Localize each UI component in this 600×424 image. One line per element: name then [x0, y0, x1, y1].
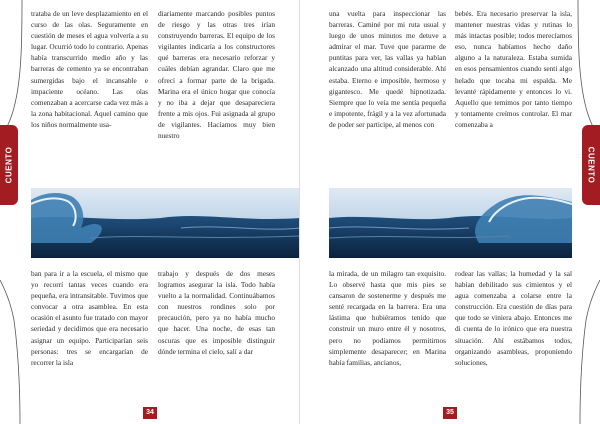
text-column: [329, 8, 446, 130]
text-column: [158, 8, 275, 141]
wave-photo: [31, 188, 300, 258]
section-tab-label: CUENTO: [4, 146, 14, 184]
paragraph: ban para ir a la escuela, el mismo que yo recorrí tantas veces cuando era pequeña, era intransitable. Tuvimos que convocar a otra asamblea. En esta ocasión el asunto fue tratado con mayor seriedad y decidimos que era necesario asignar un equipo. Participarían seis personas: tres se encargarían de recorrer la isla: [31, 269, 148, 367]
paragraph: trabajo y después de dos meses logramos asegurar la isla. Todo había vuelto a la normalidad. Continuábamos con nuestros rondines solo por precaución, pero ya no había mucho que hacer. Una noche, de esas tan oscuras que es imposible distinguir dónde termina el cielo, salí a dar: [158, 269, 275, 356]
paragraph: la mirada, de un milagro tan exquisito. Lo observé hasta que mis pies se cansaron de sostenerme y después me senté recargada en la barrera. Era una lástima que hubiéramos tenido que construir un muro entre él y nosotros, pero no podíamos permitirnos simplemente desaparecer; en Marina había familias, ancianos,: [329, 269, 446, 367]
section-tab-right: [582, 125, 600, 205]
text-column: [455, 268, 572, 368]
paragraph: rodear las vallas; la humedad y la sal habían debilitado sus cimientos y el agua comenzaba a colarse entre la construcción. Era cuestión de días para que todo se viniera abajo. Entonces me di cuenta de lo irónico que era nuestra situación. Ahí estábamos todos, organizando asambleas, proponiendo soluciones,: [455, 269, 572, 367]
right-bottom-edge-curve: [570, 280, 600, 424]
text-column: [31, 268, 148, 368]
right-top-edge-curve: [570, 0, 600, 140]
text-column: [329, 268, 446, 368]
text-column: [158, 268, 275, 357]
paragraph: trataba de un leve desplazamiento en el curso de las olas. Seguramente en cuestión de meses el agua volvería a su lugar. Ocurrió todo lo contrario. Apenas había transcurrido medio año y las barreras de cemento ya se encontraban sumergidas bajo el incansable e impaciente océano. Las olas comenzaban a acercarse cada vez más a la zona habitacional. Aquel camino que los niños normalmente usa-: [31, 9, 148, 129]
paragraph: bebés. Era necesario preservar la isla, mantener nuestras vidas y rutinas lo más intactas posible; todos merecíamos eso, nunca habíamos hecho daño alguno a la naturaleza. Estaba sumida en esos pensamientos cuando sentí algo helado que tocaba mi espalda. Me levanté rápidamente y entonces lo vi. Aquello que temimos por tanto tiempo y tontamente creímos controlar. El mar comenzaba a: [455, 9, 572, 129]
text-column: [31, 8, 148, 130]
text-column: [455, 8, 572, 130]
page-number: 34: [143, 407, 157, 419]
wave-photo: [329, 188, 572, 258]
left-top-edge-curve: [0, 0, 30, 140]
section-tab-label: CUENTO: [586, 146, 596, 184]
right-page: [300, 0, 600, 424]
section-tab-left: [0, 125, 18, 205]
page-number: 35: [443, 407, 457, 419]
paragraph: una vuelta para inspeccionar las barreras. Caminé por mi ruta usual y luego de unos minutos me detuve a admirar el mar. Tuve que pararme de puntitas para ver, las vallas ya habían alcanzado una altitud considerable. Ahí estaba. Eterno e imposible, hermoso y gigantesco. Me quedé hipnotizada. Siempre que lo veía me sentía pequeña e impotente, frágil y a la vez afortunada de poder ser participe, al menos con: [329, 9, 446, 129]
paragraph: diariamente marcando posibles puntos de riesgo y las otras tres irían construyendo barreras. El equipo de los vigilantes indicaría a los constructores qué barreras era necesario reforzar y cuáles debían agrandar. Claro que me ofrecí a formar parte de la brigada. Marina era el único hogar que conocía y no iba a dejar que desapareciera frente a mis ojos. Fui asignada al grupo de vigilantes. Hacíamos muy bien nuestro: [158, 9, 275, 141]
left-bottom-edge-curve: [0, 280, 30, 424]
